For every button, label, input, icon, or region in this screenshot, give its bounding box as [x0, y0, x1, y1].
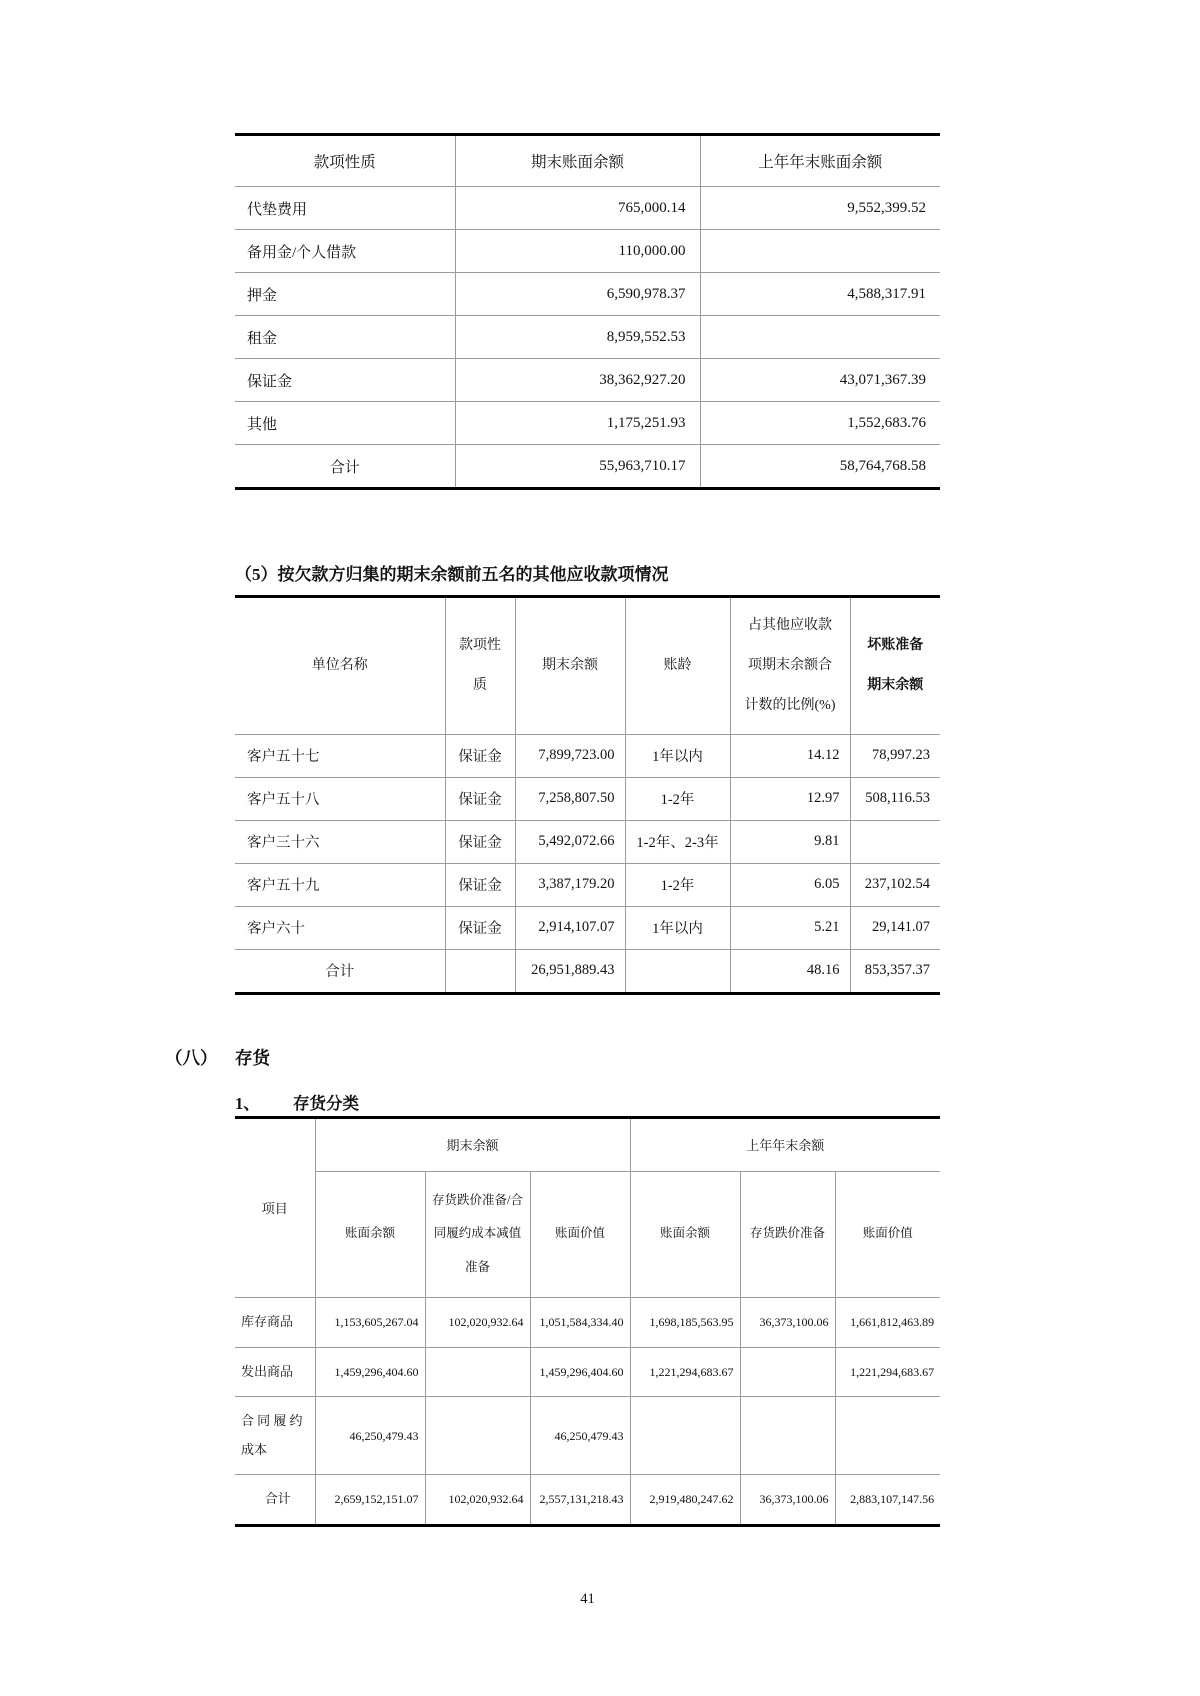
row-label: 客户三十六: [235, 820, 445, 863]
inventory-classification-table: [235, 1116, 940, 1527]
col-header: 单位名称: [235, 597, 445, 735]
table-row: [235, 273, 940, 316]
cell-value: 9.81: [730, 820, 850, 863]
section-8-title: 存货: [235, 1047, 270, 1068]
cell-value: 5.21: [730, 906, 850, 949]
cell-value: [700, 230, 940, 273]
total-label: 合计: [235, 949, 445, 993]
row-label: 租金: [235, 316, 455, 359]
cell-value: 保证金: [445, 777, 515, 820]
cell-value: 1,051,584,334.40: [530, 1297, 630, 1347]
cell-value: 1,698,185,563.95: [630, 1297, 740, 1347]
cell-value: 237,102.54: [864, 876, 930, 893]
cell-value: 2,919,480,247.62: [630, 1475, 740, 1526]
cell-value: 3,387,179.20: [515, 863, 625, 906]
cell-value: 29,141.07: [872, 919, 930, 936]
page-number: 41: [580, 1590, 595, 1607]
cell-value: 853,357.37: [864, 962, 930, 979]
cell-value: [740, 1347, 835, 1397]
row-label: 押金: [235, 273, 455, 316]
row-label: 代垫费用: [235, 187, 455, 230]
col-header: 占其他应收款项期末余额合计数的比例(%): [730, 597, 850, 735]
cell-value: [630, 1397, 740, 1475]
section-8-number: （八）: [165, 1047, 218, 1068]
cell-value: 8,959,552.53: [455, 316, 700, 359]
cell-value: 12.97: [730, 777, 850, 820]
cell-value: 1,221,294,683.67: [850, 1364, 935, 1379]
row-label: 备用金/个人借款: [235, 230, 455, 273]
cell-value: 1,552,683.76: [847, 414, 926, 431]
table-row: [235, 1347, 940, 1397]
group-header: 上年年末余额: [746, 1138, 825, 1154]
cell-value: 保证金: [445, 734, 515, 777]
total-row: [235, 949, 940, 993]
cell-value: 102,020,932.64: [425, 1475, 530, 1526]
cell-value: 1,221,294,683.67: [630, 1347, 740, 1397]
table-header-row: [235, 597, 940, 735]
table-row: [235, 402, 940, 445]
cell-value: 7,899,723.00: [515, 734, 625, 777]
table-row: [235, 316, 940, 359]
cell-value: 1,661,812,463.89: [850, 1315, 935, 1330]
cell-value: [835, 1397, 940, 1475]
cell-value: 1年以内: [625, 906, 730, 949]
cell-value: 2,557,131,218.43: [530, 1475, 630, 1526]
section-8-heading: [165, 1045, 940, 1070]
table-header-row: [235, 135, 940, 187]
cell-value: 38,362,927.20: [455, 359, 700, 402]
cell-value: 1,459,296,404.60: [530, 1347, 630, 1397]
table-row: [235, 187, 940, 230]
cell-value: 2,914,107.07: [515, 906, 625, 949]
cell-value: 4,588,317.91: [847, 285, 926, 302]
cell-value: [425, 1397, 530, 1475]
cell-value: [625, 949, 730, 993]
table-row: [235, 734, 940, 777]
cell-value: 14.12: [730, 734, 850, 777]
col-header: 账龄: [625, 597, 730, 735]
row-label: 库存商品: [235, 1297, 315, 1347]
cell-value: 6,590,978.37: [455, 273, 700, 316]
table-row: [235, 1397, 940, 1475]
cell-value: 1-2年: [625, 777, 730, 820]
subsection-1-number: 1、: [235, 1093, 260, 1113]
col-header: 账面价值: [862, 1226, 913, 1241]
col-header: 坏账准备期末余额: [867, 637, 924, 693]
top-five-debtors-table: [235, 595, 940, 995]
col-header: 期末账面余额: [455, 135, 700, 187]
total-label: 合计: [235, 445, 455, 489]
cell-value: 5,492,072.66: [515, 820, 625, 863]
cell-value: [425, 1347, 530, 1397]
row-label: 客户六十: [235, 906, 445, 949]
row-label: 客户五十九: [235, 863, 445, 906]
cell-value: 2,659,152,151.07: [315, 1475, 425, 1526]
cell-value: 1,153,605,267.04: [315, 1297, 425, 1347]
table-row: [235, 863, 940, 906]
cell-value: [700, 316, 940, 359]
table-row: [235, 820, 940, 863]
cell-value: 46,250,479.43: [315, 1397, 425, 1475]
cell-value: 46,250,479.43: [530, 1397, 630, 1475]
cell-value: [445, 949, 515, 993]
table-row: [235, 906, 940, 949]
cell-value: 26,951,889.43: [515, 949, 625, 993]
total-label: 合计: [235, 1475, 315, 1526]
receivables-by-nature-table: [235, 133, 940, 490]
cell-value: 2,883,107,147.56: [850, 1492, 935, 1507]
col-header: 项目: [235, 1117, 315, 1297]
col-header: 款项性质: [445, 597, 515, 735]
cell-value: 765,000.14: [455, 187, 700, 230]
col-header: 存货跌价准备/合同履约成本减值准备: [425, 1171, 530, 1297]
cell-value: 36,373,100.06: [740, 1297, 835, 1347]
cell-value: [850, 820, 940, 863]
total-row: [235, 445, 940, 489]
col-header: 账面余额: [630, 1171, 740, 1297]
cell-value: [740, 1397, 835, 1475]
table-row: [235, 1297, 940, 1347]
cell-value: 1-2年、2-3年: [625, 820, 730, 863]
section-5-heading: （5）按欠款方归集的期末余额前五名的其他应收款项情况: [235, 565, 669, 584]
col-header: 账面余额: [315, 1171, 425, 1297]
cell-value: 58,764,768.58: [839, 457, 926, 474]
row-label: 发出商品: [235, 1347, 315, 1397]
cell-value: 43,071,367.39: [839, 371, 926, 388]
subsection-1-title: 存货分类: [293, 1093, 359, 1113]
row-label: 合同履约成本: [235, 1397, 315, 1475]
cell-value: 9,552,399.52: [847, 199, 926, 216]
cell-value: 55,963,710.17: [455, 445, 700, 489]
cell-value: 1,175,251.93: [455, 402, 700, 445]
table-row: [235, 359, 940, 402]
cell-value: 1,459,296,404.60: [315, 1347, 425, 1397]
col-header: 存货跌价准备: [740, 1171, 835, 1297]
cell-value: 1-2年: [625, 863, 730, 906]
table-row: [235, 230, 940, 273]
col-header: 期末余额: [515, 597, 625, 735]
cell-value: 508,116.53: [865, 790, 930, 807]
col-header: 上年年末账面余额: [758, 154, 883, 171]
cell-value: 保证金: [445, 906, 515, 949]
row-label: 客户五十八: [235, 777, 445, 820]
total-row: [235, 1475, 940, 1526]
table-row: [235, 777, 940, 820]
cell-value: 保证金: [445, 820, 515, 863]
cell-value: 1年以内: [625, 734, 730, 777]
sub-header-row: [235, 1171, 940, 1297]
subsection-1-heading: [235, 1090, 940, 1114]
col-header: 账面价值: [530, 1171, 630, 1297]
cell-value: 78,997.23: [872, 747, 930, 764]
row-label: 其他: [235, 402, 455, 445]
cell-value: 110,000.00: [455, 230, 700, 273]
cell-value: 6.05: [730, 863, 850, 906]
cell-value: 48.16: [730, 949, 850, 993]
cell-value: 保证金: [445, 863, 515, 906]
group-header: 期末余额: [315, 1117, 630, 1171]
col-header: 款项性质: [235, 135, 455, 187]
cell-value: 36,373,100.06: [740, 1475, 835, 1526]
cell-value: 102,020,932.64: [425, 1297, 530, 1347]
cell-value: 7,258,807.50: [515, 777, 625, 820]
row-label: 客户五十七: [235, 734, 445, 777]
group-header-row: [235, 1117, 940, 1171]
row-label: 保证金: [235, 359, 455, 402]
